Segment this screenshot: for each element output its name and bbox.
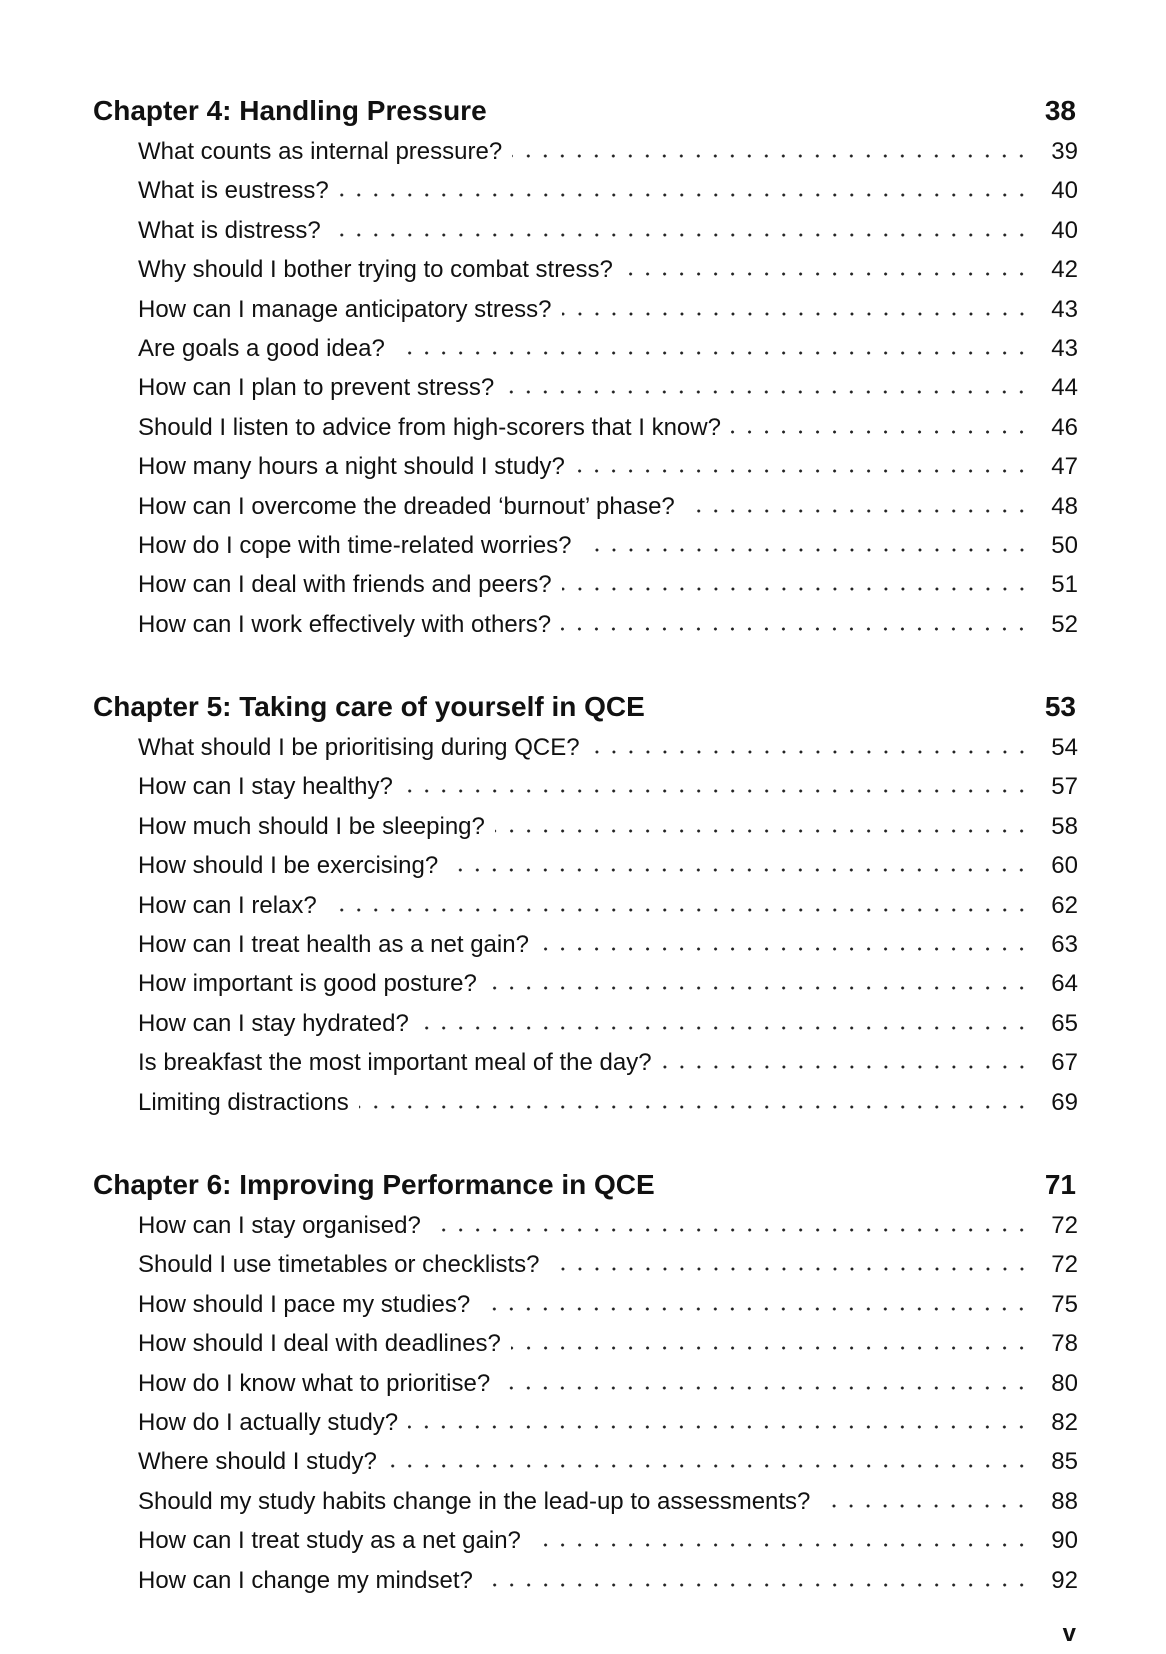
chapter-6 bbox=[93, 1164, 1078, 1600]
chapter-page-number: 53 bbox=[1044, 691, 1076, 723]
section-list bbox=[93, 728, 1078, 1122]
entry-title: How can I change my mindset? bbox=[138, 1566, 473, 1594]
toc-entry[interactable] bbox=[138, 728, 1078, 767]
entry-title: How do I cope with time-related worries? bbox=[138, 531, 572, 559]
entry-title: How do I know what to prioritise? bbox=[138, 1369, 491, 1397]
entry-page-number: 42 bbox=[1051, 256, 1078, 284]
entry-page-number: 90 bbox=[1051, 1527, 1078, 1555]
toc-entry[interactable] bbox=[138, 1245, 1078, 1284]
dot-leader bbox=[359, 1104, 1030, 1110]
toc-entry[interactable] bbox=[138, 447, 1078, 486]
dot-leader bbox=[403, 788, 1030, 794]
toc-entry[interactable] bbox=[138, 526, 1078, 565]
toc-entry[interactable] bbox=[138, 250, 1078, 289]
toc-entry[interactable] bbox=[138, 408, 1078, 447]
toc-entry[interactable] bbox=[138, 1403, 1078, 1442]
entry-page-number: 63 bbox=[1051, 931, 1078, 959]
entry-title: Should I listen to advice from high-scorers that I know? bbox=[138, 413, 721, 441]
entry-page-number: 88 bbox=[1051, 1487, 1078, 1515]
dot-leader bbox=[480, 1306, 1030, 1312]
dot-leader bbox=[531, 1542, 1030, 1548]
entry-title: Is breakfast the most important meal of the day? bbox=[138, 1049, 652, 1077]
toc-entry[interactable] bbox=[138, 1561, 1078, 1600]
toc-entry[interactable] bbox=[138, 211, 1078, 250]
toc-entry[interactable] bbox=[138, 1442, 1078, 1481]
chapter-heading[interactable] bbox=[93, 90, 1078, 132]
toc-entry[interactable] bbox=[138, 368, 1078, 407]
dot-leader bbox=[685, 508, 1030, 514]
entry-page-number: 39 bbox=[1051, 138, 1078, 165]
dot-leader bbox=[448, 867, 1030, 873]
entry-page-number: 47 bbox=[1051, 453, 1078, 481]
entry-page-number: 50 bbox=[1051, 531, 1078, 559]
entry-title: How can I overcome the dreaded ‘burnout’ phase? bbox=[138, 492, 675, 520]
entry-page-number: 72 bbox=[1051, 1251, 1078, 1279]
dot-leader bbox=[662, 1064, 1030, 1070]
toc-entry[interactable] bbox=[138, 1043, 1078, 1082]
toc-entry[interactable] bbox=[138, 1004, 1078, 1043]
dot-leader bbox=[487, 985, 1030, 991]
entry-title: Limiting distractions bbox=[138, 1088, 349, 1116]
entry-title: Should I use timetables or checklists? bbox=[138, 1251, 540, 1279]
toc-entry[interactable] bbox=[138, 964, 1078, 1003]
toc-entry[interactable] bbox=[138, 329, 1078, 368]
dot-leader bbox=[483, 1582, 1030, 1588]
entry-title: How can I work effectively with others? bbox=[138, 610, 552, 638]
chapter-title: Chapter 5: Taking care of yourself in QCE bbox=[93, 691, 645, 723]
entry-title: What is eustress? bbox=[138, 177, 329, 205]
toc-entry[interactable] bbox=[138, 767, 1078, 806]
toc-entry[interactable] bbox=[138, 1285, 1078, 1324]
toc-entry[interactable] bbox=[138, 565, 1078, 604]
entry-page-number: 65 bbox=[1051, 1009, 1078, 1037]
entry-page-number: 40 bbox=[1051, 216, 1078, 244]
entry-page-number: 44 bbox=[1051, 374, 1078, 402]
dot-leader bbox=[331, 232, 1030, 238]
entry-page-number: 52 bbox=[1051, 610, 1078, 638]
toc-entry[interactable] bbox=[138, 807, 1078, 846]
entry-page-number: 69 bbox=[1051, 1088, 1078, 1116]
entry-page-number: 62 bbox=[1051, 891, 1078, 919]
entry-page-number: 85 bbox=[1051, 1448, 1078, 1476]
entry-title: How can I stay organised? bbox=[138, 1211, 421, 1239]
entry-page-number: 78 bbox=[1051, 1330, 1078, 1358]
entry-page-number: 64 bbox=[1051, 970, 1078, 998]
dot-leader bbox=[511, 1345, 1030, 1351]
dot-leader bbox=[512, 153, 1030, 159]
entry-title: How can I stay hydrated? bbox=[138, 1009, 409, 1037]
entry-title: How can I relax? bbox=[138, 891, 317, 919]
chapter-page-number: 38 bbox=[1044, 95, 1076, 126]
toc-entry[interactable] bbox=[138, 171, 1078, 210]
entry-title: What should I be prioritising during QCE? bbox=[138, 734, 580, 762]
toc-entry[interactable] bbox=[138, 487, 1078, 526]
toc-entry[interactable] bbox=[138, 290, 1078, 329]
entry-page-number: 48 bbox=[1051, 492, 1078, 520]
entry-title: How should I pace my studies? bbox=[138, 1290, 471, 1318]
entry-page-number: 51 bbox=[1051, 571, 1078, 599]
toc-entry[interactable] bbox=[138, 605, 1078, 644]
entry-title: Are goals a good idea? bbox=[138, 334, 385, 362]
entry-title: What counts as internal pressure? bbox=[138, 138, 503, 165]
toc-entry[interactable] bbox=[138, 1324, 1078, 1363]
dot-leader bbox=[408, 1424, 1030, 1430]
entry-title: Should my study habits change in the lead-up to assessments? bbox=[138, 1487, 811, 1515]
dot-leader bbox=[731, 429, 1030, 435]
dot-leader bbox=[562, 586, 1030, 592]
entry-page-number: 58 bbox=[1051, 812, 1078, 840]
toc-entry[interactable] bbox=[138, 886, 1078, 925]
entry-title: How can I manage anticipatory stress? bbox=[138, 295, 552, 323]
entry-title: How do I actually study? bbox=[138, 1408, 399, 1436]
toc-entry[interactable] bbox=[138, 1482, 1078, 1521]
chapter-heading[interactable] bbox=[93, 686, 1078, 728]
entry-title: How can I treat health as a net gain? bbox=[138, 931, 529, 959]
toc-entry[interactable] bbox=[138, 925, 1078, 964]
entry-page-number: 43 bbox=[1051, 334, 1078, 362]
toc-entry[interactable] bbox=[138, 1521, 1078, 1560]
toc-entry[interactable] bbox=[138, 1206, 1078, 1245]
entry-page-number: 60 bbox=[1051, 852, 1078, 880]
entry-title: How should I deal with deadlines? bbox=[138, 1330, 501, 1358]
dot-leader bbox=[590, 749, 1030, 755]
dot-leader bbox=[582, 547, 1030, 553]
dot-leader bbox=[495, 828, 1030, 834]
dot-leader bbox=[623, 271, 1030, 277]
section-list bbox=[93, 1206, 1078, 1600]
chapter-5 bbox=[93, 686, 1078, 1122]
dot-leader bbox=[500, 1385, 1030, 1391]
entry-title: How much should I be sleeping? bbox=[138, 812, 485, 840]
entry-page-number: 75 bbox=[1051, 1290, 1078, 1318]
entry-page-number: 67 bbox=[1051, 1049, 1078, 1077]
dot-leader bbox=[562, 311, 1030, 317]
entry-title: How many hours a night should I study? bbox=[138, 453, 565, 481]
dot-leader bbox=[419, 1025, 1030, 1031]
dot-leader bbox=[504, 389, 1030, 395]
entry-page-number: 40 bbox=[1051, 177, 1078, 205]
dot-leader bbox=[575, 468, 1030, 474]
dot-leader bbox=[550, 1266, 1030, 1272]
entry-page-number: 82 bbox=[1051, 1408, 1078, 1436]
entry-page-number: 80 bbox=[1051, 1369, 1078, 1397]
entry-title: How can I stay healthy? bbox=[138, 773, 393, 801]
toc-entry[interactable] bbox=[138, 132, 1078, 171]
entry-page-number: 72 bbox=[1051, 1211, 1078, 1239]
dot-leader bbox=[387, 1463, 1030, 1469]
section-list bbox=[93, 132, 1078, 644]
entry-title: How can I plan to prevent stress? bbox=[138, 374, 495, 402]
toc-entry[interactable] bbox=[138, 1364, 1078, 1403]
dot-leader bbox=[339, 192, 1030, 198]
entry-page-number: 57 bbox=[1051, 773, 1078, 801]
toc-entry[interactable] bbox=[138, 1083, 1078, 1122]
toc-entry[interactable] bbox=[138, 846, 1078, 885]
chapter-page-number: 71 bbox=[1044, 1168, 1076, 1200]
page-number: v bbox=[1062, 1620, 1076, 1647]
entry-title: What is distress? bbox=[138, 216, 321, 244]
dot-leader bbox=[327, 907, 1030, 913]
table-of-contents bbox=[93, 90, 1078, 1642]
dot-leader bbox=[561, 626, 1030, 632]
entry-page-number: 92 bbox=[1051, 1566, 1078, 1594]
entry-title: How should I be exercising? bbox=[138, 852, 439, 880]
entry-page-number: 43 bbox=[1051, 295, 1078, 323]
dot-leader bbox=[431, 1227, 1030, 1233]
entry-title: Why should I bother trying to combat stress? bbox=[138, 256, 613, 284]
entry-page-number: 46 bbox=[1051, 413, 1078, 441]
dot-leader bbox=[539, 946, 1030, 952]
dot-leader bbox=[395, 350, 1030, 356]
chapter-heading[interactable] bbox=[93, 1164, 1078, 1206]
entry-title: Where should I study? bbox=[138, 1448, 377, 1476]
entry-title: How can I treat study as a net gain? bbox=[138, 1527, 521, 1555]
chapter-title: Chapter 6: Improving Performance in QCE bbox=[93, 1168, 655, 1200]
chapter-4 bbox=[93, 90, 1078, 644]
entry-page-number: 54 bbox=[1051, 734, 1078, 762]
chapter-title: Chapter 4: Handling Pressure bbox=[93, 95, 487, 126]
entry-title: How important is good posture? bbox=[138, 970, 477, 998]
dot-leader bbox=[820, 1503, 1030, 1509]
entry-title: How can I deal with friends and peers? bbox=[138, 571, 552, 599]
